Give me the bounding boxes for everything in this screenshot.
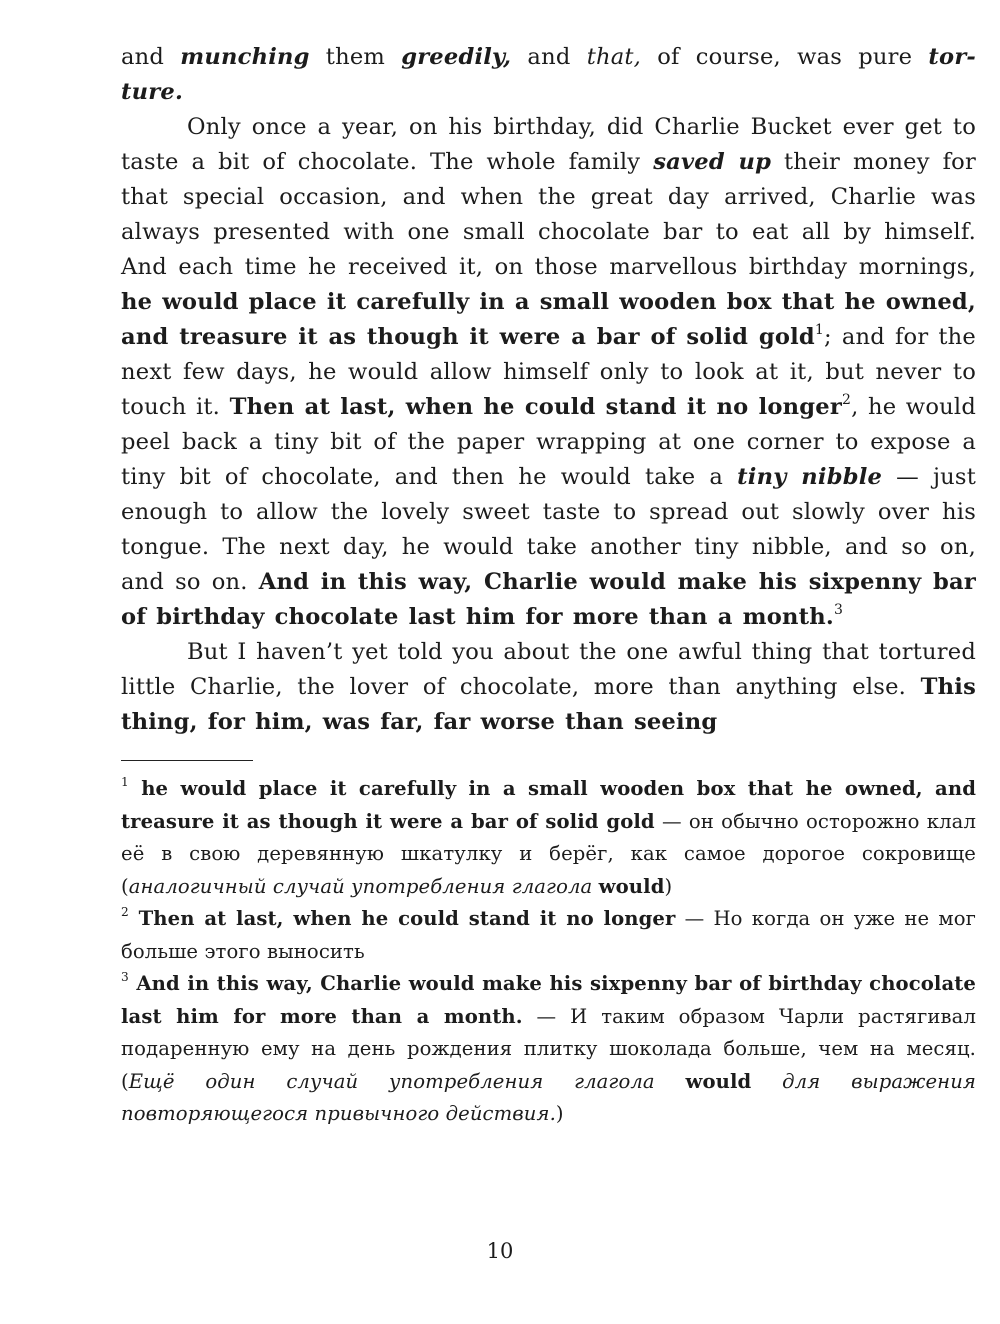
footnote-translation: — И таким образом Чарли растягивал подаренную ему на день рождения плитку шоколада больше, чем на месяц. ( [121,1004,976,1093]
bold-phrase: Then at last, when he could stand it no longer [229,394,842,420]
footnote-translation: — он обычно осторожно клал её в свою деревянную шкатулку и берёг, как самое дорогое сокровище ( [121,809,976,898]
footnote-keyword: would [598,874,665,898]
text-run: and [121,44,181,70]
text-run: their money for that special occasion, and when the great day arrived, Charlie was always presented with one small chocolate bar to eat all by himself. And each time he received it, on those marvellous birthday mornings, [121,149,976,280]
footnote-number: 3 [121,970,129,985]
footnote-number: 2 [121,905,129,920]
footnote-ref: 1 [814,322,824,339]
text-run: ) [664,874,673,898]
footnote-number: 1 [121,775,129,790]
paragraph-awful-thing [121,635,976,740]
footnote-keyword: would [685,1069,752,1093]
emphasis: ture. [121,79,184,105]
text-run [655,1070,686,1093]
footnotes [121,773,976,1131]
footnote-ref: 3 [833,602,844,619]
paragraph-continued [121,40,976,110]
bold-phrase: This thing, for him, was far, far worse than seeing [121,674,976,735]
footnote-comment: аналогичный случай употребления глагола [128,874,593,898]
footnote-divider [121,760,253,761]
paragraph-birthday [121,110,976,635]
text-run: But I haven’t yet told you about the one awful thing that tortured little Charlie, the lover of chocolate, more than anything else. [121,639,976,700]
bold-phrase: he would place it carefully in a small wooden box that he owned, and treasure it as though it were a bar of solid gold [121,289,976,350]
footnote-3 [121,968,976,1131]
text-run: ) [555,1102,564,1125]
text-run: and [511,44,587,70]
bold-phrase: And in this way, Charlie would make his sixpenny bar of birthday chocolate last him for more than a month. [121,569,976,630]
footnote-1 [121,773,976,903]
footnote-phrase: And in this way, Charlie would make his sixpenny bar of birthday chocolate last him for more than a month. [121,972,976,1028]
text-run: Only once a year, on his birthday, did Charlie Bucket ever get to taste a bit of chocolate. The whole family [121,114,976,175]
emphasis: tor- [928,44,977,70]
footnote-comment: Ещё один случай употребления глагола [128,1069,655,1093]
text-run: — just enough to allow the lovely sweet taste to spread out slowly over his tongue. The next day, he would take another tiny nibble, and so on, and so on. [121,464,977,595]
footnote-2 [121,903,976,968]
main-text [121,40,976,740]
text-run: ; and for the next few days, he would allow himself only to look at it, but never to touch it. [121,324,976,420]
emphasis: munching [180,44,310,70]
footnote-ref: 2 [841,392,852,409]
emphasis: greedily, [401,44,512,70]
book-page [121,40,976,1131]
text-run: them [309,44,402,70]
emphasis: that, [586,44,642,70]
emphasis: saved up [653,149,772,175]
text-run: of course, was pure [641,44,929,70]
footnote-comment: для выражения повторяющегося привычного действия. [121,1069,976,1125]
footnote-phrase: he would place it carefully in a small wooden box that he owned, and treasure it as though it were a bar of solid gold [121,777,976,833]
page-number: 10 [486,1239,514,1263]
footnote-translation: — Но когда он уже не мог больше этого выносить [121,907,977,963]
emphasis: tiny nibble [737,464,883,490]
footnote-phrase: Then at last, when he could stand it no longer [128,907,676,930]
text-run: , he would peel back a tiny bit of the paper wrapping at one corner to expose a tiny bit of chocolate, and then he would take a [121,394,976,490]
